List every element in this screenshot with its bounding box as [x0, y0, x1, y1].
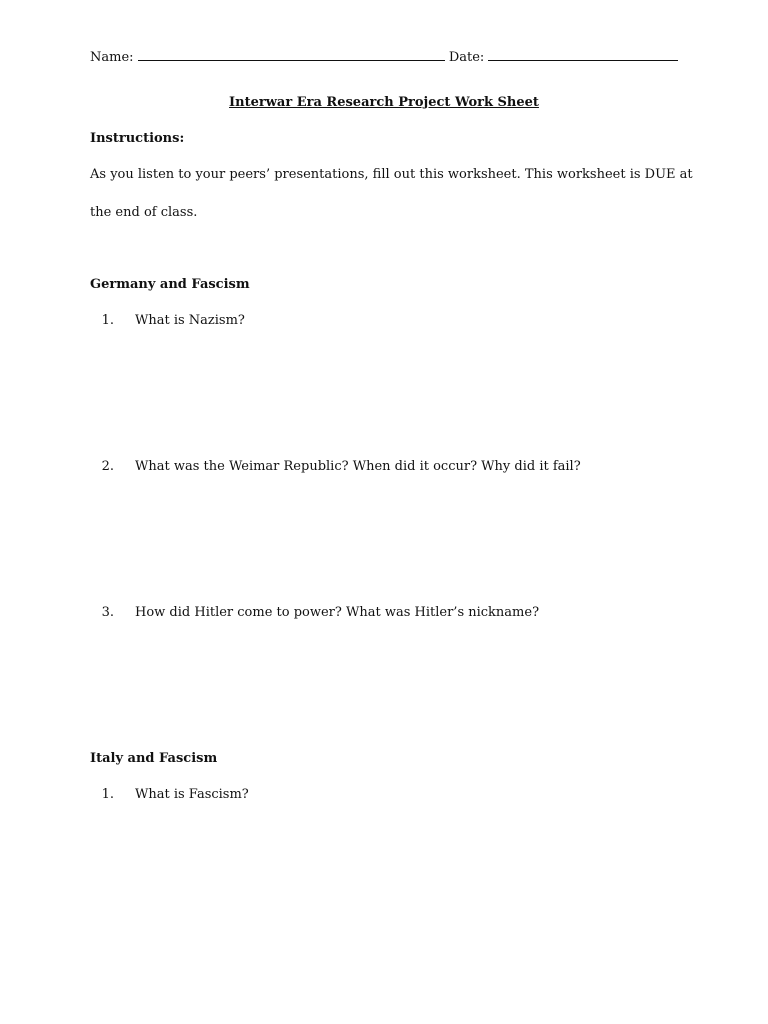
question-text: How did Hitler come to power? What was Hitler’s nickname? [135, 605, 540, 620]
question-number: 3. [101, 605, 114, 620]
question-number: 1. [101, 787, 114, 802]
instructions-text-line-2: the end of class. [90, 205, 198, 220]
question-item [90, 605, 690, 621]
date-field[interactable] [488, 48, 678, 61]
instructions-text-line-1: As you listen to your peers’ presentations, fill out this worksheet. This worksheet is DUE at [90, 167, 693, 182]
page-title-text: Interwar Era Research Project Work Sheet [229, 95, 539, 110]
name-date-row [90, 48, 673, 66]
question-number: 1. [101, 313, 114, 328]
instructions-heading: Instructions: [90, 131, 185, 146]
question-item [90, 459, 690, 475]
name-label: Name: [90, 50, 134, 65]
question-item [90, 787, 690, 803]
date-label: Date: [448, 50, 485, 65]
question-text: What is Fascism? [135, 787, 249, 802]
question-text: What was the Weimar Republic? When did it occur? Why did it fail? [135, 459, 581, 474]
section-heading-germany: Germany and Fascism [90, 277, 250, 292]
page-title [0, 95, 768, 111]
section-heading-italy: Italy and Fascism [90, 751, 218, 766]
question-number: 2. [101, 459, 114, 474]
question-item [90, 313, 690, 329]
question-text: What is Nazism? [135, 313, 245, 328]
name-field[interactable] [138, 48, 445, 61]
